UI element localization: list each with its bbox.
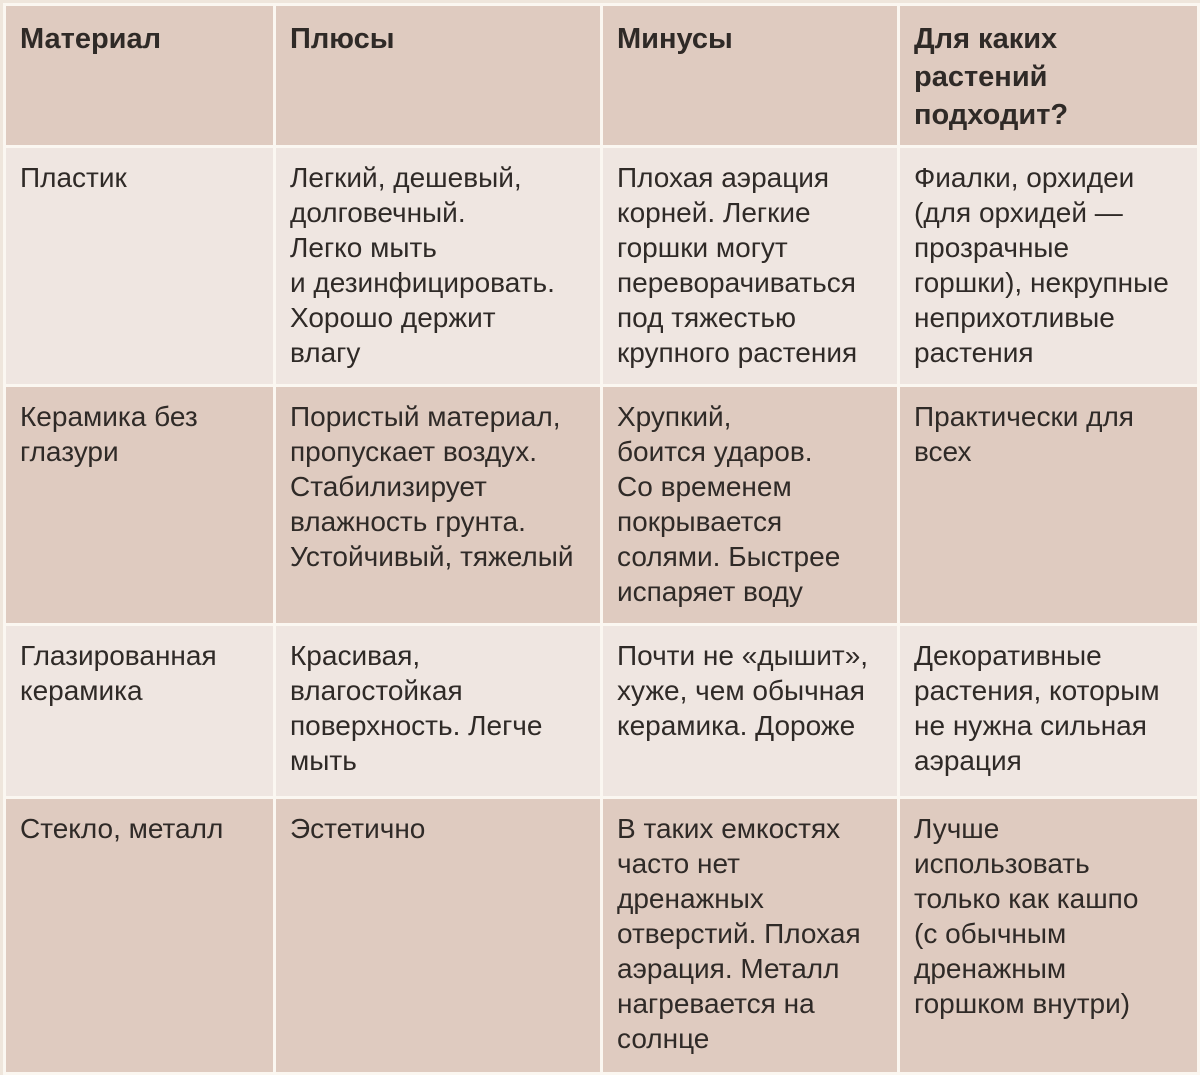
header-material [5,5,275,147]
table-header-row [5,5,1199,147]
cell-pros [275,625,602,798]
header-material-text: Материал [20,23,162,55]
cell-material-text: Глазированная керамика [20,640,217,706]
cell-pros [275,147,602,386]
cell-cons-text: Плохая аэрация корней. Легкие горшки могут переворачиваться под тяжестью крупного растения [617,162,858,368]
cell-material-text: Стекло, металл [20,813,224,844]
cell-cons-text: В таких емкостях часто нет дренажных отверстий. Плохая аэрация. Металл нагревается на солнце [617,813,861,1054]
cell-suitable [899,147,1199,386]
cell-suitable-text: Лучше использовать только как кашпо (с обычным дренажным горшком внутри) [914,813,1139,1019]
cell-cons [602,147,899,386]
cell-material [5,798,275,1074]
header-cons [602,5,899,147]
header-pros [275,5,602,147]
cell-suitable-text: Фиалки, орхидеи (для орхидей — прозрачные горшки), некрупные неприхотливые растения [914,162,1169,368]
cell-pros-text: Легкий, дешевый, долговечный. Легко мыть и дезинфицировать. Хорошо держит влагу [290,162,555,368]
table-row [5,798,1199,1074]
cell-pros-text: Пористый материал, пропускает воздух. Стабилизирует влажность грунта. Устойчивый, тяжелый [290,401,574,572]
cell-cons [602,798,899,1074]
header-suitable-text: Для каких растений подходит? [914,23,1069,131]
cell-material [5,625,275,798]
header-suitable [899,5,1199,147]
cell-cons [602,386,899,625]
table-row [5,386,1199,625]
cell-material [5,147,275,386]
cell-pros-text: Красивая, влагостойкая поверхность. Легче мыть [290,640,543,776]
cell-suitable-text: Декоративные растения, которым не нужна сильная аэрация [914,640,1160,776]
cell-cons-text: Хрупкий, боится ударов. Со временем покрывается солями. Быстрее испаряет воду [617,401,841,607]
pot-materials-table [3,3,1200,1075]
cell-suitable [899,625,1199,798]
cell-suitable [899,386,1199,625]
cell-pros [275,798,602,1074]
table-row [5,147,1199,386]
cell-pros-text: Эстетично [290,813,426,844]
cell-suitable [899,798,1199,1074]
cell-material-text: Пластик [20,162,127,193]
cell-cons [602,625,899,798]
header-pros-text: Плюсы [290,23,395,55]
cell-cons-text: Почти не «дышит», хуже, чем обычная керамика. Дороже [617,640,869,741]
cell-material-text: Керамика без глазури [20,401,198,467]
cell-material [5,386,275,625]
cell-pros [275,386,602,625]
header-cons-text: Минусы [617,23,733,55]
cell-suitable-text: Практически для всех [914,401,1134,467]
table-row [5,625,1199,798]
